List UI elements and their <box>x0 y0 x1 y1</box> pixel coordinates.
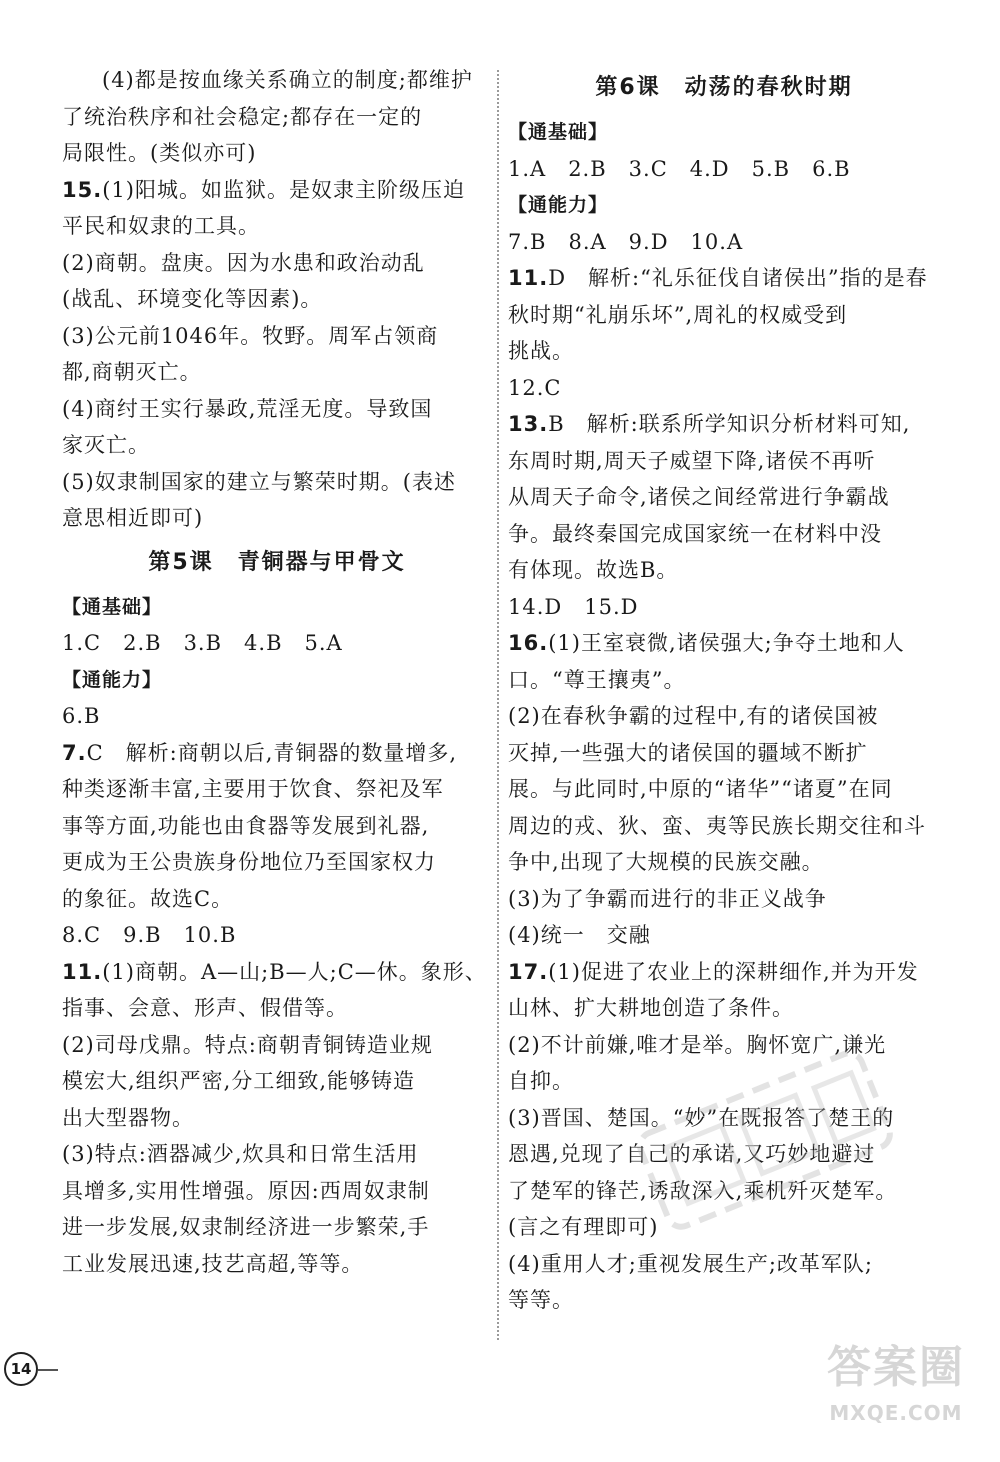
answer-line: (战乱、环境变化等因素)。 <box>62 287 323 311</box>
answer-line: 14.D 15.D <box>508 594 639 619</box>
answer-line <box>62 172 492 209</box>
answer-line: (3)晋国、楚国。“妙”在既报答了楚王的 <box>508 1105 895 1130</box>
answer-line: 事等方面,功能也由食器等发展到礼器, <box>62 813 430 838</box>
answer-line: (4)统一 交融 <box>508 923 651 947</box>
answer-line: 平民和奴隶的工具。 <box>62 214 260 238</box>
answer-line: 更成为王公贵族身份地位乃至国家权力 <box>62 850 436 874</box>
answer-line: 展。与此同时,中原的“诸华”“诸夏”在同 <box>508 777 893 801</box>
answer-line: 7.B 8.A 9.D 10.A <box>508 229 744 254</box>
answer-text: B 解析:联系所学知识分析材料可知, <box>548 412 911 436</box>
answer-line: 种类逐渐丰富,主要用于饮食、祭祀及军 <box>62 777 444 801</box>
answer-line: 东周时期,周天子威望下降,诸侯不再听 <box>508 448 876 473</box>
answer-line: (2)商朝。盘庚。因为水患和政治动乱 <box>62 250 425 275</box>
section-heading: 【通能力】 <box>508 194 609 216</box>
lesson-title: 第6课 动荡的春秋时期 <box>595 75 853 100</box>
answer-line: 具增多,实用性增强。原因:西周奴隶制 <box>62 1178 430 1203</box>
answer-line <box>508 625 940 662</box>
answer-line: 争。最终秦国完成国家统一在材料中没 <box>508 521 882 546</box>
answer-line: (3)为了争霸而进行的非正义战争 <box>508 886 827 911</box>
answer-line: 从周天子命令,诸侯之间经常进行争霸战 <box>508 485 890 509</box>
answer-line: (2)在春秋争霸的过程中,有的诸侯国被 <box>508 704 879 728</box>
answer-line: 争中,出现了大规模的民族交融。 <box>508 850 824 874</box>
page-number-rule <box>38 1369 58 1371</box>
watermark-title: 答案圈 <box>827 1342 965 1393</box>
question-number: 16. <box>508 631 549 655</box>
answer-line: (4)都是按血缘关系确立的制度;都维护 <box>102 68 473 92</box>
answer-line: 8.C 9.B 10.B <box>62 923 237 947</box>
left-column <box>62 62 492 1282</box>
answer-line: 意思相近即可) <box>62 506 204 530</box>
answer-line: 秋时期“礼崩乐坏”,周礼的权威受到 <box>508 302 848 327</box>
section-heading: 【通基础】 <box>62 595 163 618</box>
answer-line: 灭掉,一些强大的诸侯国的疆域不断扩 <box>508 740 868 765</box>
answer-line: 12.C <box>508 375 562 400</box>
answer-line: (2)司母戊鼎。特点:商朝青铜铸造业规 <box>62 1032 433 1057</box>
answer-line: 恩遇,兑现了自己的承诺,又巧妙地避过 <box>508 1142 876 1166</box>
answer-line: (言之有理即可) <box>508 1215 659 1239</box>
answer-line: (3)公元前1046年。牧野。周军占领商 <box>62 323 439 348</box>
page-number: 14 <box>4 1352 38 1386</box>
watermark <box>806 1338 986 1448</box>
answer-text: (1)促进了农业上的深耕细作,并为开发 <box>548 959 919 984</box>
question-number: 13. <box>508 412 549 436</box>
answer-line: 模宏大,组织严密,分工细致,能够铸造 <box>62 1069 416 1093</box>
answer-line: 出大型器物。 <box>62 1105 194 1130</box>
section-heading: 【通基础】 <box>508 121 609 143</box>
watermark-url: MXQE.COM <box>829 1401 963 1425</box>
answer-line: 1.A 2.B 3.C 4.D 5.B 6.B <box>508 156 851 181</box>
answer-line: 1.C 2.B 3.B 4.B 5.A <box>62 631 343 655</box>
answer-line <box>62 735 492 772</box>
answer-line: 口。“尊王攘夷”。 <box>508 667 686 692</box>
answer-line: (2)不计前嫌,唯才是举。胸怀宽广,谦光 <box>508 1032 887 1057</box>
answer-line: 进一步发展,奴隶制经济进一步繁荣,手 <box>62 1215 430 1239</box>
lesson-title: 第5课 青铜器与甲骨文 <box>148 549 406 575</box>
section-heading: 【通能力】 <box>62 668 163 691</box>
column-divider <box>497 70 499 1340</box>
answer-line <box>62 954 492 991</box>
question-number: 17. <box>508 959 549 984</box>
answer-text: D 解析:“礼乐征伐自诸侯出”指的是春 <box>548 266 928 290</box>
answer-line: 了楚军的锋芒,诱敌深入,乘机歼灭楚军。 <box>508 1178 898 1203</box>
answer-text: (1)王室衰微,诸侯强大;争夺土地和人 <box>548 631 905 655</box>
answer-line: 的象征。故选C。 <box>62 886 234 911</box>
answer-line: 周边的戎、狄、蛮、夷等民族长期交往和斗 <box>508 813 926 838</box>
answer-line <box>508 406 940 443</box>
answer-line: 都,商朝灭亡。 <box>62 360 202 384</box>
answer-line: 有体现。故选B。 <box>508 558 679 582</box>
answer-line: (4)重用人才;重视发展生产;改革军队; <box>508 1251 873 1276</box>
answer-line: 了统治秩序和社会稳定;都存在一定的 <box>62 104 423 129</box>
answer-line: 等等。 <box>508 1288 574 1312</box>
answer-line: 工业发展迅速,技艺高超,等等。 <box>62 1251 364 1276</box>
answer-line: 6.B <box>62 704 101 728</box>
answer-line <box>508 260 940 297</box>
question-number: 11. <box>62 959 103 984</box>
answer-line: 自抑。 <box>508 1069 574 1093</box>
answer-line: (5)奴隶制国家的建立与繁荣时期。(表述 <box>62 469 456 494</box>
answer-text: C 解析:商朝以后,青铜器的数量增多, <box>86 740 458 765</box>
answer-text: (1)商朝。A—山;B—人;C—休。象形、 <box>102 959 487 984</box>
question-number: 15. <box>62 177 103 202</box>
answer-line: (3)特点:酒器减少,炊具和日常生活用 <box>62 1142 419 1166</box>
answer-line: 指事、会意、形声、假借等。 <box>62 996 348 1020</box>
answer-line: 山林、扩大耕地创造了条件。 <box>508 996 794 1020</box>
answer-line: (4)商纣王实行暴政,荒淫无度。导致国 <box>62 396 433 421</box>
question-number: 7. <box>62 740 87 765</box>
answer-line: 家灭亡。 <box>62 433 150 457</box>
answer-text: (1)阳城。如监狱。是奴隶主阶级压迫 <box>102 177 465 202</box>
answer-line <box>508 954 940 991</box>
question-number: 11. <box>508 266 549 290</box>
answer-line: 挑战。 <box>508 339 574 363</box>
answer-line: 局限性。(类似亦可) <box>62 141 257 165</box>
